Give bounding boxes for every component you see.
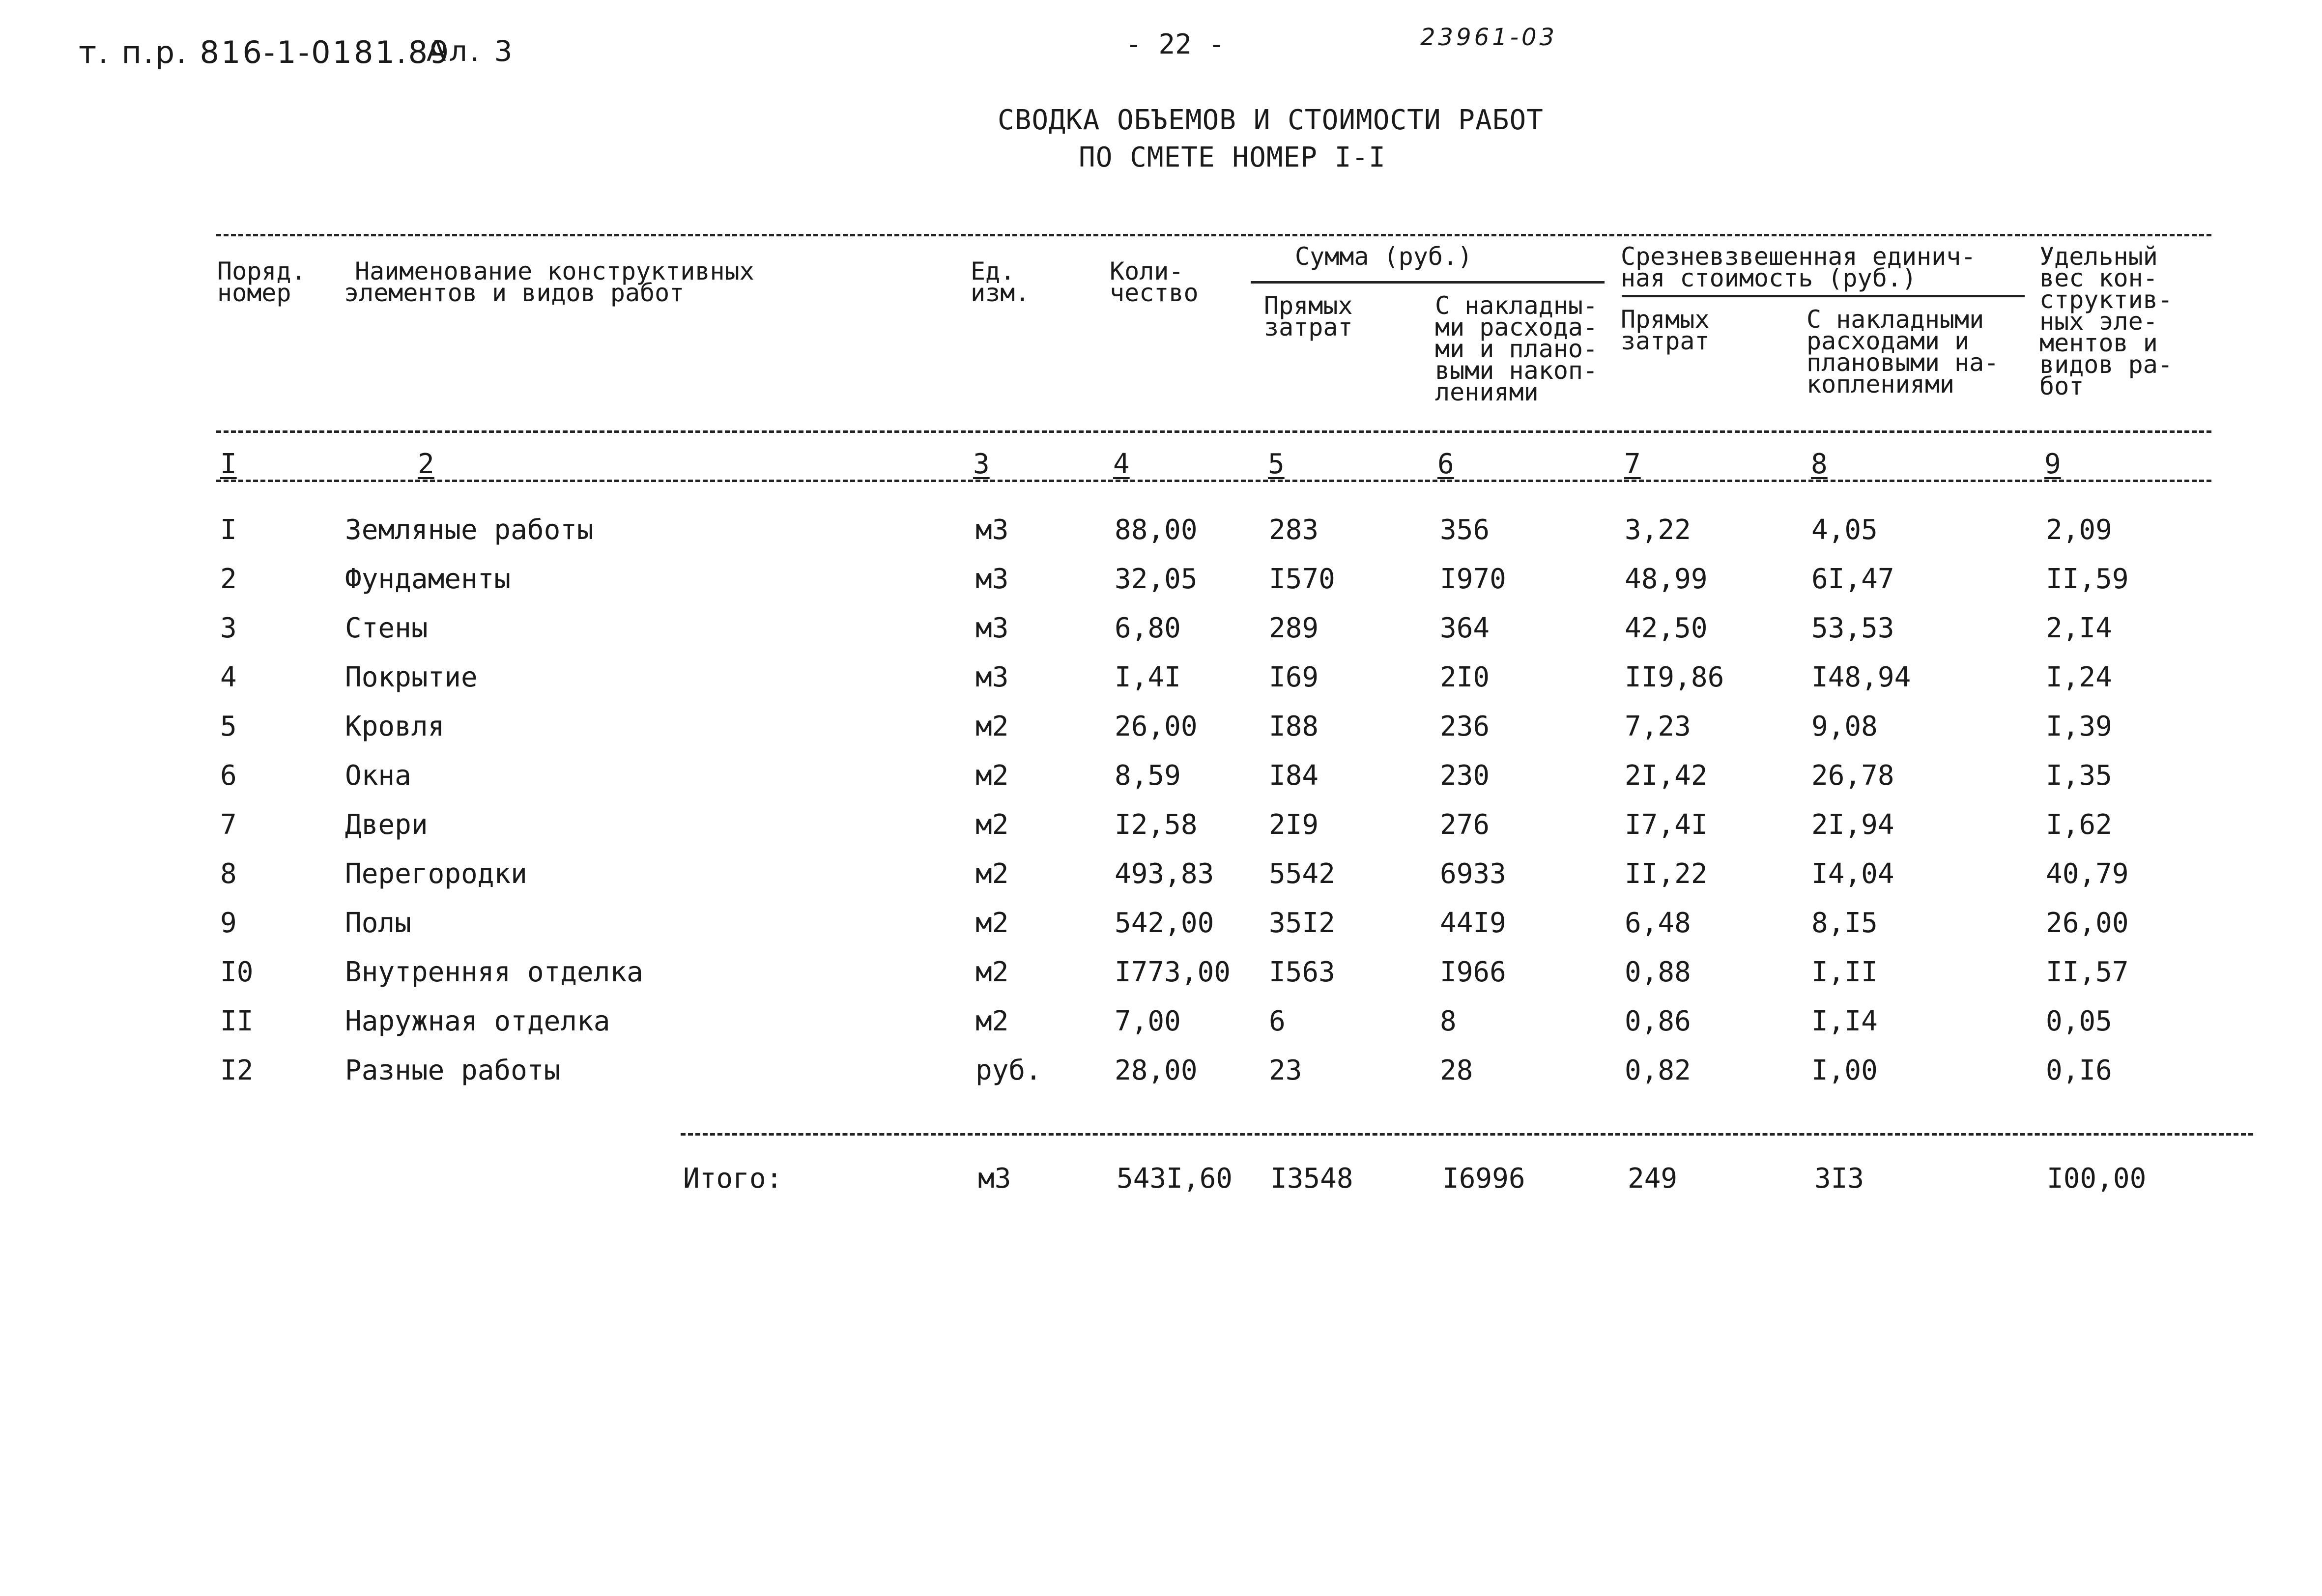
header-quantity: Коли- чество [1110, 257, 1199, 307]
row-share: 26,00 [2046, 907, 2129, 939]
row-quantity: 32,05 [1115, 563, 1198, 595]
header-order-number: Поряд. номер [217, 257, 306, 307]
row-number: I [220, 514, 237, 546]
row-sum-direct: 2I9 [1269, 809, 1319, 841]
row-quantity: 7,00 [1115, 1005, 1181, 1037]
row-share: I,24 [2046, 661, 2112, 693]
row-share: I,39 [2046, 711, 2112, 742]
row-number: 5 [220, 711, 237, 742]
row-number: 3 [220, 612, 237, 644]
row-avg-overhead: 4,05 [1811, 514, 1878, 546]
row-quantity: 88,00 [1115, 514, 1198, 546]
col-number-7: 7 [1624, 448, 1641, 480]
row-quantity: 493,83 [1115, 858, 1214, 890]
row-number: II [220, 1005, 254, 1037]
row-unit: руб. [975, 1054, 1042, 1086]
row-name: Наружная отделка [345, 1005, 610, 1037]
row-name: Внутренняя отделка [345, 956, 643, 988]
header-sum-overhead: С накладны- ми расхода- ми и плано- выми накоп- лениями [1435, 291, 1598, 406]
row-avg-overhead: 26,78 [1811, 760, 1894, 792]
total-share: I00,00 [2047, 1163, 2147, 1195]
row-avg-direct: 0,88 [1625, 956, 1691, 988]
row-avg-overhead: I4,04 [1811, 858, 1894, 890]
total-unit: м3 [978, 1163, 1011, 1195]
col-number-5: 5 [1268, 448, 1285, 480]
row-avg-direct: 0,86 [1625, 1005, 1691, 1037]
row-sum-overhead: 364 [1440, 612, 1490, 644]
row-avg-direct: II,22 [1625, 858, 1708, 890]
total-direct: I3548 [1270, 1163, 1353, 1195]
row-sum-direct: I84 [1269, 760, 1319, 792]
row-sum-direct: I563 [1269, 956, 1335, 988]
doc-number: 23961-03 [1420, 24, 1558, 51]
row-avg-direct: 6,48 [1625, 907, 1691, 939]
row-sum-direct: 35I2 [1269, 907, 1335, 939]
col-number-8: 8 [1811, 448, 1828, 480]
row-sum-overhead: 2I0 [1440, 661, 1490, 693]
header-top-rule [216, 234, 2211, 236]
row-avg-overhead: 9,08 [1811, 711, 1878, 742]
header-bottom-rule [216, 430, 2211, 433]
row-unit: м2 [975, 858, 1009, 890]
total-overhead: I6996 [1442, 1163, 1525, 1195]
row-sum-direct: 23 [1269, 1054, 1302, 1086]
row-number: 4 [220, 661, 237, 693]
row-name: Двери [345, 809, 428, 841]
row-sum-direct: I69 [1269, 661, 1319, 693]
row-sum-direct: 6 [1269, 1005, 1286, 1037]
row-avg-overhead: 8,I5 [1811, 907, 1878, 939]
header-share: Удельный вес кон- структив- ных эле- ментов и видов ра- бот [2039, 242, 2173, 400]
total-rule [681, 1133, 2253, 1136]
total-quantity: 543I,60 [1117, 1163, 1233, 1195]
row-quantity: 28,00 [1115, 1054, 1198, 1086]
sum-group-rule [1251, 281, 1605, 284]
row-name: Земляные работы [345, 514, 594, 546]
row-sum-overhead: 230 [1440, 760, 1490, 792]
row-share: II,57 [2046, 956, 2129, 988]
row-sum-overhead: 356 [1440, 514, 1490, 546]
row-quantity: 6,80 [1115, 612, 1181, 644]
header-element-name: Наименование конструктивных элементов и видов работ [344, 257, 754, 307]
row-sum-overhead: I966 [1440, 956, 1506, 988]
row-sum-overhead: 236 [1440, 711, 1490, 742]
row-quantity: 8,59 [1115, 760, 1181, 792]
row-avg-direct: II9,86 [1625, 661, 1724, 693]
row-share: 2,I4 [2046, 612, 2112, 644]
row-unit: м2 [975, 1005, 1009, 1037]
project-code: т. п.р. 816-1-0181.89 [79, 34, 451, 70]
col-number-6: 6 [1437, 448, 1454, 480]
row-share: I,62 [2046, 809, 2112, 841]
row-avg-direct: 42,50 [1625, 612, 1708, 644]
row-sum-direct: 289 [1269, 612, 1319, 644]
row-avg-direct: 3,22 [1625, 514, 1691, 546]
col-number-1: I [220, 448, 237, 480]
header-avg-overhead: С накладными расходами и плановыми на- коплениями [1806, 305, 1999, 399]
row-quantity: 542,00 [1115, 907, 1214, 939]
row-avg-direct: 2I,42 [1625, 760, 1708, 792]
row-share: I,35 [2046, 760, 2112, 792]
header-sum-group: Сумма (руб.) [1295, 242, 1473, 271]
col-number-2: 2 [418, 448, 434, 480]
header-avg-group: Срезневзвешенная единич- ная стоимость (руб.) [1621, 242, 1976, 292]
row-sum-overhead: I970 [1440, 563, 1506, 595]
row-unit: м2 [975, 760, 1009, 792]
row-unit: м2 [975, 907, 1009, 939]
row-name: Стены [345, 612, 428, 644]
total-label: Итого: [683, 1163, 783, 1195]
row-name: Разные работы [345, 1054, 561, 1086]
row-sum-overhead: 8 [1440, 1005, 1457, 1037]
col-number-9: 9 [2044, 448, 2061, 480]
row-name: Полы [345, 907, 411, 939]
row-avg-overhead: 53,53 [1811, 612, 1894, 644]
row-number: 6 [220, 760, 237, 792]
row-number: I2 [220, 1054, 254, 1086]
row-quantity: I773,00 [1115, 956, 1231, 988]
row-sum-overhead: 44I9 [1440, 907, 1506, 939]
row-unit: м3 [975, 563, 1009, 595]
row-sum-direct: I570 [1269, 563, 1335, 595]
row-unit: м2 [975, 809, 1009, 841]
row-avg-overhead: I,00 [1811, 1054, 1878, 1086]
col-number-3: 3 [973, 448, 990, 480]
row-sum-overhead: 28 [1440, 1054, 1473, 1086]
row-number: I0 [220, 956, 254, 988]
album-label: Ал. 3 [427, 34, 516, 68]
row-avg-direct: I7,4I [1625, 809, 1708, 841]
document-subtitle: ПО СМЕТЕ НОМЕР I-I [1079, 142, 1386, 173]
row-avg-direct: 0,82 [1625, 1054, 1691, 1086]
row-number: 8 [220, 858, 237, 890]
row-name: Перегородки [345, 858, 527, 890]
row-share: 0,05 [2046, 1005, 2112, 1037]
row-avg-overhead: I,I4 [1811, 1005, 1878, 1037]
row-sum-overhead: 276 [1440, 809, 1490, 841]
row-avg-overhead: I,II [1811, 956, 1878, 988]
total-avg-direct: 249 [1628, 1163, 1678, 1195]
row-unit: м2 [975, 956, 1009, 988]
row-sum-overhead: 6933 [1440, 858, 1506, 890]
row-avg-direct: 48,99 [1625, 563, 1708, 595]
row-number: 9 [220, 907, 237, 939]
row-share: II,59 [2046, 563, 2129, 595]
row-name: Кровля [345, 711, 445, 742]
row-avg-overhead: 2I,94 [1811, 809, 1894, 841]
row-name: Покрытие [345, 661, 478, 693]
row-share: 0,I6 [2046, 1054, 2112, 1086]
header-sum-direct: Прямых затрат [1264, 291, 1353, 342]
row-quantity: I,4I [1115, 661, 1181, 693]
header-avg-direct: Прямых затрат [1621, 305, 1710, 355]
page-number: - 22 - [1125, 28, 1225, 60]
row-sum-direct: I88 [1269, 711, 1319, 742]
row-sum-direct: 5542 [1269, 858, 1335, 890]
row-name: Фундаменты [345, 563, 511, 595]
row-number: 7 [220, 809, 237, 841]
row-quantity: I2,58 [1115, 809, 1198, 841]
row-sum-direct: 283 [1269, 514, 1319, 546]
row-unit: м3 [975, 661, 1009, 693]
row-avg-direct: 7,23 [1625, 711, 1691, 742]
row-unit: м3 [975, 612, 1009, 644]
row-quantity: 26,00 [1115, 711, 1198, 742]
row-unit: м3 [975, 514, 1009, 546]
document-title: СВОДКА ОБЪЕМОВ И СТОИМОСТИ РАБОТ [998, 104, 1544, 136]
total-avg-overhead: 3I3 [1814, 1163, 1864, 1195]
row-number: 2 [220, 563, 237, 595]
col-number-4: 4 [1113, 448, 1130, 480]
row-unit: м2 [975, 711, 1009, 742]
row-share: 2,09 [2046, 514, 2112, 546]
row-avg-overhead: I48,94 [1811, 661, 1911, 693]
row-name: Окна [345, 760, 411, 792]
col-numbers-rule [216, 480, 2211, 482]
row-avg-overhead: 6I,47 [1811, 563, 1894, 595]
row-share: 40,79 [2046, 858, 2129, 890]
avg-group-rule [1622, 295, 2025, 297]
header-unit: Ед. изм. [971, 257, 1030, 307]
